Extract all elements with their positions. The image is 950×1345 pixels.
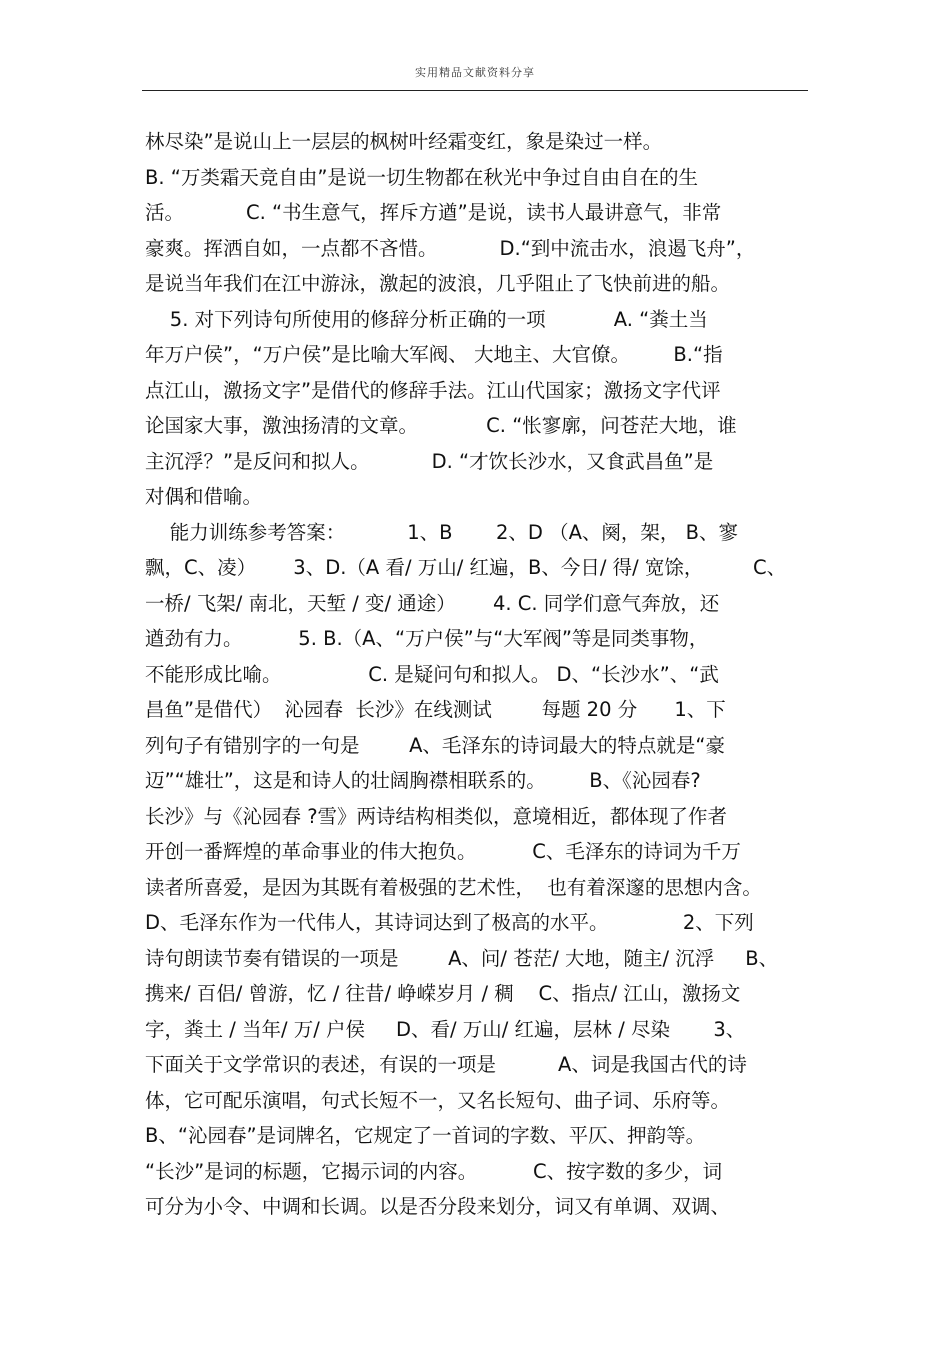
text-line: 年万户侯”，“万户侯”是比喻大军阀、 大地主、大官僚。 B.“指 — [145, 343, 723, 366]
text-line: 主沉浮？”是反问和拟人。 D. “才饮长沙水，又食武昌鱼”是 — [145, 449, 714, 473]
document-body — [145, 124, 815, 1225]
text-line: 长沙》与《沁园春 ?雪》两诗结构相类似，意境相近，都体现了作者 — [145, 804, 728, 828]
text-line: 体，它可配乐演唱，句式长短不一，又名长短句、曲子词、乐府等。 — [145, 1088, 731, 1112]
text-line: 读者所喜爱，是因为其既有着极强的艺术性， 也有着深邃的思想内含。 — [145, 875, 762, 899]
text-line: 活。 C. “书生意气，挥斥方遒”是说，读书人最讲意气，非常 — [145, 201, 722, 224]
text-line: B、“沁园春”是词牌名，它规定了一首词的字数、平仄、押韵等。 — [145, 1124, 706, 1147]
text-line: D、毛泽东作为一代伟人，其诗词达到了极高的水平。 2、下列 — [145, 911, 754, 934]
text-line: 5. 对下列诗句所使用的修辞分析正确的一项 A. “粪土当 — [145, 307, 708, 331]
text-line: 开创一番辉煌的革命事业的伟大抱负。 C、毛泽东的诗词为千万 — [145, 840, 741, 863]
text-line: 豪爽。挥洒自如，一点都不吝惜。 D.“到中流击水，浪遏飞舟”， — [145, 236, 756, 260]
text-line: 对偶和借喻。 — [145, 485, 263, 508]
text-line: 昌鱼”是借代） 沁园春 长沙》在线测试 每题 20 分 1、下 — [145, 698, 726, 721]
text-line: 一桥/ 飞架/ 南北，天堑 / 变/ 通途） 4. C. 同学们意气奔放，还 — [145, 591, 720, 615]
text-line: 携来/ 百侣/ 曾游，忆 / 往昔/ 峥嵘岁月 / 稠 C、指点/ 江山，激扬文 — [145, 982, 741, 1005]
text-line: 遒劲有力。 5. B.（A、“万户侯”与“大军阀”等是同类事物， — [145, 627, 709, 650]
text-line: 迈”“雄壮”，这是和诗人的壮阔胸襟相联系的。 B、《沁园春? — [145, 769, 701, 792]
text-line: 可分为小令、中调和长调。以是否分段来划分，词又有单调、双调、 — [145, 1195, 731, 1218]
text-line: 飘，C、凌） 3、D.（A 看/ 万山/ 红遍，B、今日/ 得/ 宽馀， C、 — [145, 556, 787, 579]
text-line: 列句子有错别字的一句是 A、毛泽东的诗词最大的特点就是“豪 — [145, 733, 726, 757]
text-line: B. “万类霜天竞自由”是说一切生物都在秋光中争过自由自在的生 — [145, 165, 698, 189]
text-line: 点江山，激扬文字”是借代的修辞手法。江山代国家；激扬文字代评 — [145, 378, 721, 402]
text-line: 不能形成比喻。 C. 是疑问句和拟人。 D、“长沙水”、“武 — [145, 662, 719, 686]
text-line: 能力训练参考答案： 1、B 2、D （A、阕，架， B、寥 — [145, 520, 738, 544]
text-line: 下面关于文学常识的表述，有误的一项是 A、词是我国古代的诗 — [145, 1053, 747, 1076]
text-line: 诗句朗读节奏有错误的一项是 A、问/ 苍茫/ 大地，随主/ 沉浮 B、 — [145, 946, 779, 970]
page-header: 实用精品文献资料分享 — [415, 66, 535, 79]
text-line: 字，粪土 / 当年/ 万/ 户侯 D、看/ 万山/ 红遍，层林 / 尽染 3、 — [145, 1017, 746, 1041]
header-rule — [142, 90, 808, 91]
text-line: 是说当年我们在江中游泳，激起的波浪，几乎阻止了飞快前进的船。 — [145, 272, 731, 295]
text-line: 林尽染”是说山上一层层的枫树叶经霜变红，象是染过一样。 — [145, 130, 663, 153]
text-line: “长沙”是词的标题，它揭示词的内容。 C、按字数的多少，词 — [145, 1159, 723, 1183]
text-line: 论国家大事，激浊扬清的文章。 C. “怅寥廓，问苍茫大地，谁 — [145, 414, 737, 437]
